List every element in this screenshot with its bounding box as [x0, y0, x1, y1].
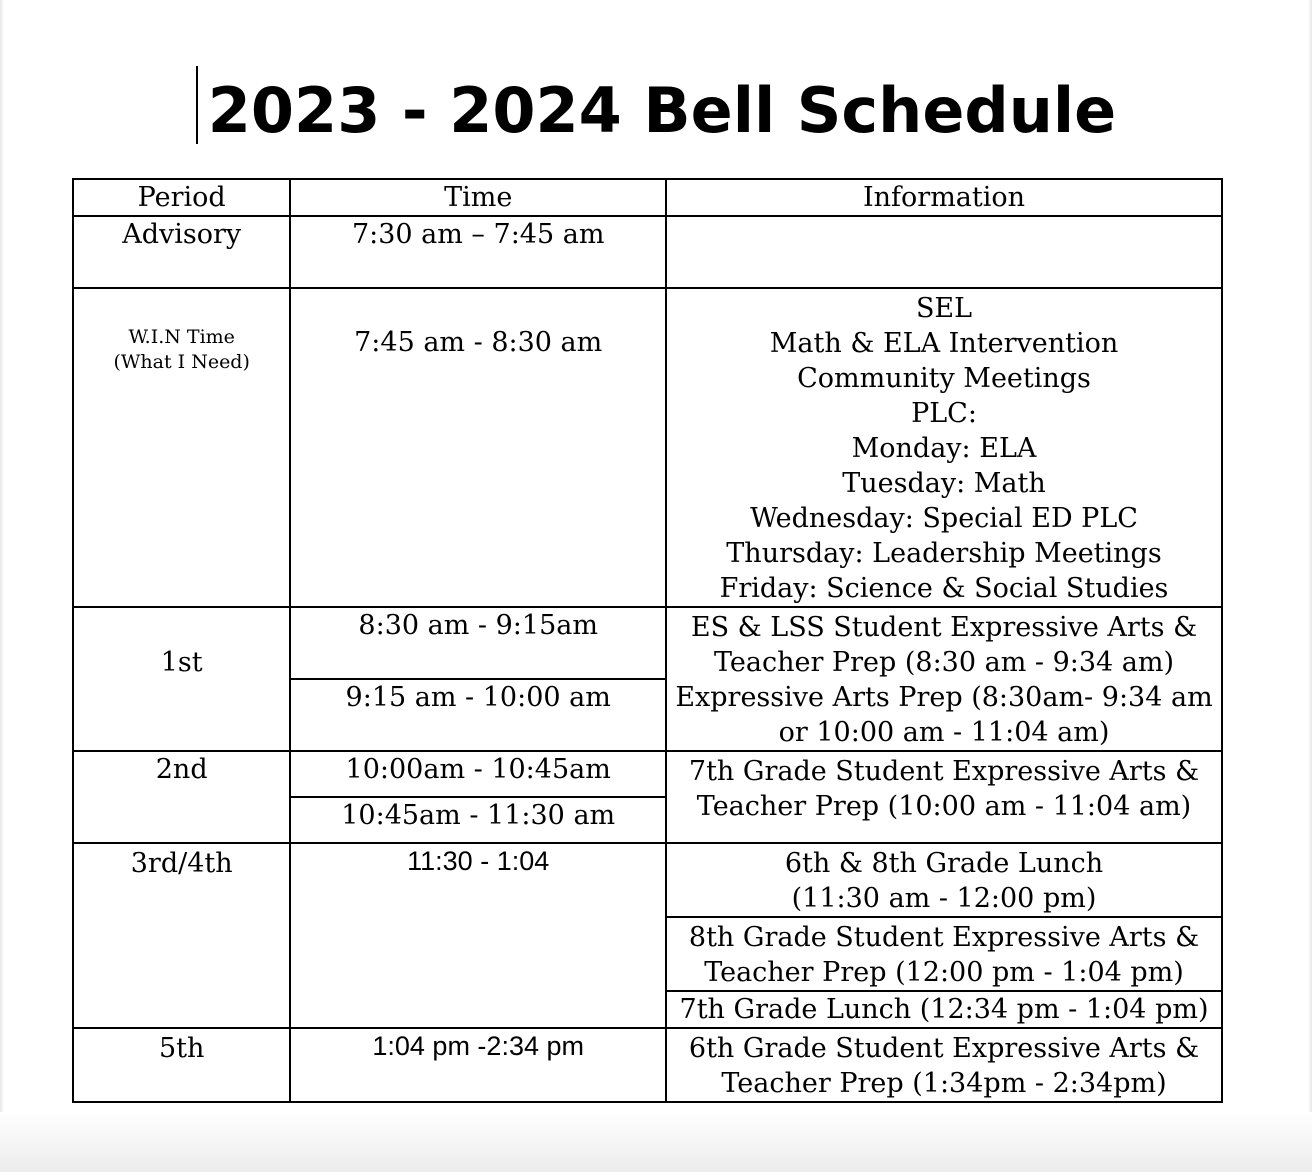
- third-fourth-info-arts: [666, 917, 1222, 991]
- advisory-time: 7:30 am – 7:45 am: [290, 216, 666, 288]
- row-fifth: [73, 1028, 1222, 1102]
- text-cursor: [196, 66, 198, 144]
- win-info-line: Wednesday: Special ED PLC: [750, 503, 1138, 534]
- lunch-info-line: 6th & 8th Grade Lunch: [784, 848, 1104, 879]
- win-info: [666, 288, 1222, 607]
- win-info-line: Friday: Science & Social Studies: [719, 573, 1169, 604]
- win-period-label: W.I.N Time: [128, 326, 235, 348]
- advisory-info: [666, 216, 1222, 288]
- row-advisory: [73, 216, 1222, 288]
- advisory-period: Advisory: [73, 216, 290, 288]
- first-time-a: 8:30 am - 9:15am: [290, 607, 666, 679]
- fifth-time: 1:04 pm -2:34 pm: [290, 1028, 666, 1102]
- header-time: Time: [290, 179, 666, 216]
- page-edge-left: [0, 0, 4, 1172]
- win-period: [73, 288, 290, 607]
- page-title: 2023 - 2024 Bell Schedule: [207, 74, 1117, 147]
- second-time-b: 10:45am - 11:30 am: [290, 797, 666, 843]
- first-info-line: or 10:00 am - 11:04 am): [778, 717, 1110, 748]
- header-row: [73, 179, 1222, 216]
- win-info-line: Math & ELA Intervention: [769, 328, 1119, 359]
- third-fourth-period: [73, 843, 290, 1028]
- arts-info-line: 8th Grade Student Expressive Arts &: [688, 922, 1200, 953]
- row-third-fourth-a: [73, 843, 1222, 917]
- row-second-a: [73, 751, 1222, 797]
- fifth-info-line: 6th Grade Student Expressive Arts &: [688, 1033, 1200, 1064]
- first-info-line: Teacher Prep (8:30 am - 9:34 am): [713, 647, 1175, 678]
- win-period-sublabel: (What I Need): [113, 351, 250, 373]
- first-time-b: 9:15 am - 10:00 am: [290, 679, 666, 751]
- win-info-line: PLC:: [911, 398, 977, 429]
- third-fourth-time: 11:30 - 1:04: [290, 843, 666, 1028]
- bell-schedule-table: [72, 178, 1223, 1103]
- win-info-line: Monday: ELA: [851, 433, 1037, 464]
- win-info-line: Thursday: Leadership Meetings: [726, 538, 1162, 569]
- third-fourth-info-lunch: [666, 843, 1222, 917]
- win-info-line: Community Meetings: [797, 363, 1091, 394]
- row-first-a: [73, 607, 1222, 679]
- header-period: Period: [73, 179, 290, 216]
- page-bottom-shade: [0, 1112, 1312, 1172]
- third-fourth-info-7th-lunch: 7th Grade Lunch (12:34 pm - 1:04 pm): [666, 991, 1222, 1028]
- second-info-line: Teacher Prep (10:00 am - 11:04 am): [696, 791, 1192, 822]
- arts-info-line: Teacher Prep (12:00 pm - 1:04 pm): [704, 957, 1184, 988]
- fifth-period: 5th: [73, 1028, 290, 1102]
- win-time: [290, 288, 666, 607]
- title-area: [0, 66, 1312, 151]
- first-info: [666, 607, 1222, 751]
- fifth-info-line: Teacher Prep (1:34pm - 2:34pm): [721, 1068, 1167, 1099]
- fifth-info: [666, 1028, 1222, 1102]
- header-information: Information: [666, 179, 1222, 216]
- win-info-line: SEL: [915, 293, 973, 324]
- lunch-info-line: (11:30 am - 12:00 pm): [791, 883, 1097, 914]
- first-period: [73, 607, 290, 751]
- first-period-label: 1st: [160, 647, 203, 678]
- first-info-line: ES & LSS Student Expressive Arts &: [690, 612, 1198, 643]
- win-info-line: Tuesday: Math: [842, 468, 1046, 499]
- second-time-a: 10:00am - 10:45am: [290, 751, 666, 797]
- second-info: [666, 751, 1222, 843]
- page-edge-right: [1308, 0, 1312, 1172]
- first-info-line: Expressive Arts Prep (8:30am- 9:34 am: [675, 682, 1213, 713]
- third-fourth-period-label: 3rd/4th: [130, 848, 233, 879]
- second-info-line: 7th Grade Student Expressive Arts &: [688, 756, 1200, 787]
- second-period: 2nd: [73, 751, 290, 843]
- row-win-time: [73, 288, 1222, 607]
- win-time-value: 7:45 am - 8:30 am: [354, 327, 603, 358]
